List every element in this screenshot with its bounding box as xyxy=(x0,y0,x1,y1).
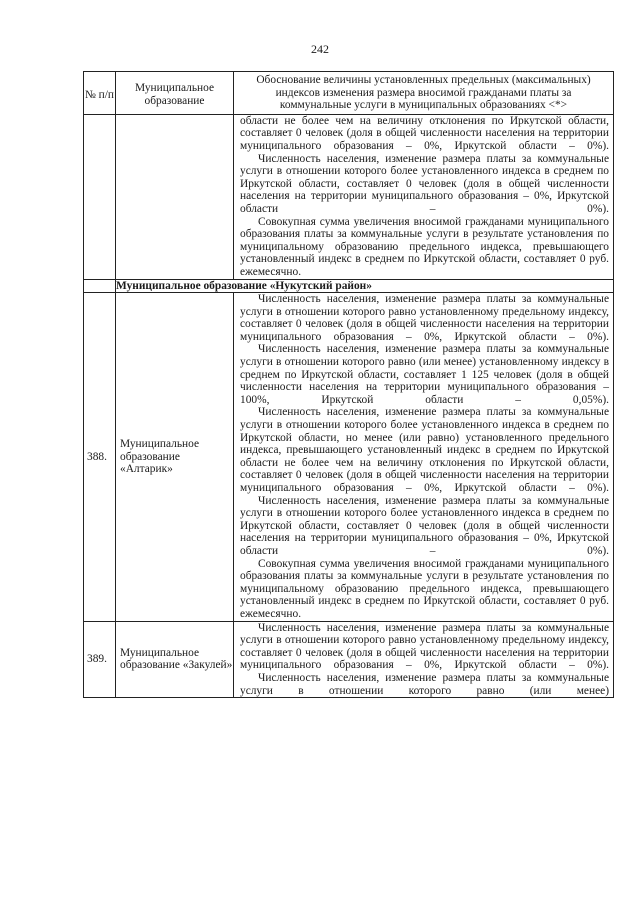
paragraph: Численность населения, изменение размера платы за коммунальные услуги в отношении которого более установленного индекса в среднем по Иркутской области, составляет 0 человек (доля в общей численности населения на территории муниципального образования – 0%, Иркутской области – 0%). xyxy=(240,494,609,557)
paragraph: Численность населения, изменение размера платы за коммунальные услуги в отношении которого равно (или менее) установленному индексу в среднем по Иркутской области, составляет 1 125 человек (доля в общей численности населения на территории муниципального образования – 100%, Иркутской области – 0,05%). xyxy=(240,343,609,406)
tariff-justification-table xyxy=(83,71,614,698)
municipality-name: Муниципальное образование «Алтарик» xyxy=(116,293,234,621)
table-row xyxy=(84,621,614,698)
paragraph: Численность населения, изменение размера платы за коммунальные услуги в отношении которого равно (или менее) xyxy=(240,671,609,697)
header-municipality: Муниципальное образование xyxy=(116,72,234,115)
table-header-row xyxy=(84,72,614,115)
justification-cell xyxy=(234,621,614,698)
justification-cell xyxy=(234,293,614,621)
paragraph: области не более чем на величину отклонения по Иркутской области, составляет 0 человек (доля в общей численности населения на территории муниципального образования – 0%, Иркутской области – 0%). xyxy=(240,114,609,152)
paragraph: Совокупная сумма увеличения вносимой гражданами муниципального образования платы за коммунальные услуги в результате установления по муниципальному образованию предельного индекса, превышающего установленный индекс в среднем по Иркутской области, составляет 0 руб. ежемесячно. xyxy=(240,557,609,620)
page-number: 242 xyxy=(311,42,329,56)
table-row xyxy=(84,293,614,621)
row-number: 388. xyxy=(84,293,116,621)
section-number-cell xyxy=(84,279,116,293)
municipality-name: Муниципальное образование «Закулей» xyxy=(116,621,234,698)
paragraph: Численность населения, изменение размера платы за коммунальные услуги в отношении которого более установленного индекса в среднем по Иркутской области, но менее (или равно) установленного предельного индекса, превышающего установленный индекс в среднем по Иркутской области не более чем на величину отклонения по Иркутской области, составляет 0 человек (доля в общей численности населения на территории муниципального образования – 0%, Иркутской области – 0%). xyxy=(240,406,609,494)
continuation-number-cell xyxy=(84,114,116,279)
continuation-justification-cell xyxy=(234,114,614,279)
row-number: 389. xyxy=(84,621,116,698)
table-row-continuation xyxy=(84,114,614,279)
paragraph: Совокупная сумма увеличения вносимой гражданами муниципального образования платы за коммунальные услуги в результате установления по муниципальному образованию предельного индекса, превышающего установленный индекс в среднем по Иркутской области, составляет 0 руб. ежемесячно. xyxy=(240,215,609,278)
section-title: Муниципальное образование «Нукутский район» xyxy=(116,279,614,293)
paragraph: Численность населения, изменение размера платы за коммунальные услуги в отношении которого равно установленному предельному индексу, составляет 0 человек (доля в общей численности населения на территории муниципального образования – 0%, Иркутской области – 0%). xyxy=(240,293,609,343)
paragraph: Численность населения, изменение размера платы за коммунальные услуги в отношении которого равно установленному предельному индексу, составляет 0 человек (доля в общей численности населения на территории муниципального образования – 0%, Иркутской области – 0%). xyxy=(240,621,609,672)
continuation-municipality-cell xyxy=(116,114,234,279)
section-row xyxy=(84,279,614,293)
header-number: № п/п xyxy=(84,72,116,115)
paragraph: Численность населения, изменение размера платы за коммунальные услуги в отношении которого более установленного индекса в среднем по Иркутской области, составляет 0 человек (доля в общей численности населения на территории муниципального образования – 0%, Иркутской области – 0%). xyxy=(240,152,609,215)
header-justification: Обоснование величины установленных предельных (максимальных) индексов изменения размера вносимой гражданами платы за коммунальные услуги в муниципальных образованиях <*> xyxy=(234,72,614,115)
